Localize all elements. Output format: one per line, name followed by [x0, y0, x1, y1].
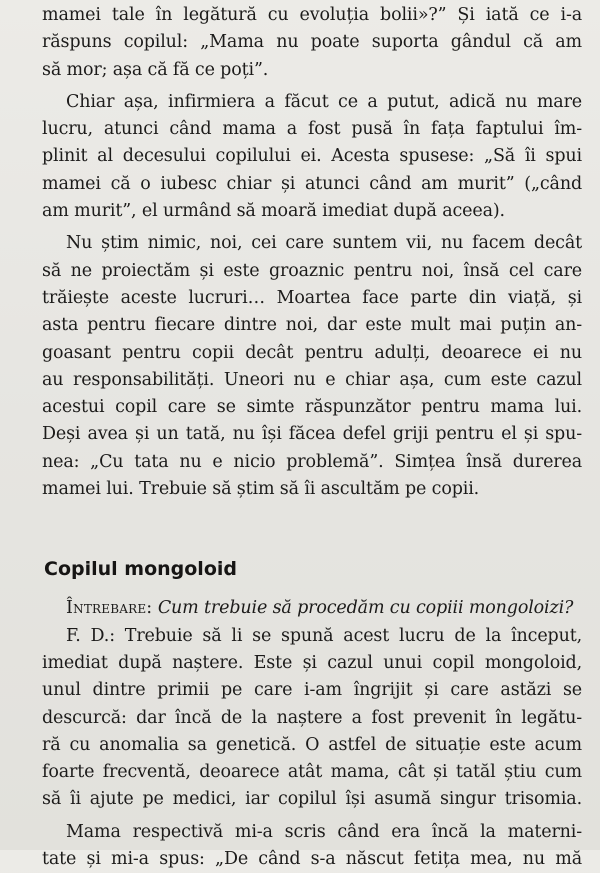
text-line: imediat după naștere. Este și cazul unui copil mongoloid,	[42, 652, 582, 673]
text-line: au responsabilități. Uneori nu e chiar așa, cum este cazul	[42, 369, 582, 390]
text-line: să ne proiectăm și este groaznic pentru noi, însă cel care	[42, 260, 582, 281]
text-line: Deși avea și un tată, nu își făcea defel griji pentru el și spu-	[42, 424, 582, 445]
text-line: ră cu anomalia sa genetică. O astfel de situație este acum	[42, 734, 582, 755]
answer-paragraph	[42, 623, 582, 814]
text-line: Chiar așa, infirmiera a făcut ce a putut, adică nu mare	[66, 91, 582, 112]
section-heading: Copilul mongoloid	[44, 558, 237, 581]
book-page	[42, 2, 582, 873]
question-paragraph	[42, 595, 582, 622]
text-line: să mor; așa că fă ce poți”.	[42, 59, 269, 80]
question-label: Întrebare:	[66, 598, 153, 619]
text-line: foarte frecventă, deoarece atât mama, cât și tatăl știu cum	[42, 762, 582, 783]
text-line: răspuns copilul: „Mama nu poate suporta gândul că am	[42, 32, 582, 53]
text-line: mamei că o iubesc chiar și atunci când am murit” („când	[42, 173, 582, 194]
paragraph-1	[42, 2, 582, 84]
text-line: asta pentru fiecare dintre noi, dar este mult mai puțin an-	[42, 315, 582, 336]
text-line: tate și mi-a spus: „De când s-a născut fetița mea, nu mă	[42, 849, 582, 870]
text-line: acestui copil care se simte răspunzător pentru mama lui.	[42, 397, 582, 418]
paragraph-last	[42, 819, 582, 873]
text-line: goasant pentru copii decât pentru adulți, deoarece ei nu	[42, 342, 582, 363]
text-line: nea: „Cu tata nu e nicio problemă”. Simțea însă durerea	[42, 451, 582, 472]
text-line: descurcă: dar încă de la naștere a fost prevenit în legătu-	[42, 707, 582, 728]
question-text: Cum trebuie să procedăm cu copiii mongoloizi?	[157, 598, 574, 619]
text-line: unul dintre primii pe care i-am îngrijit și care astăzi se	[42, 680, 582, 701]
text-line: am murit”, el urmând să moară imediat după aceea).	[42, 201, 505, 222]
text-line: lucru, atunci când mama a fost pusă în fața faptului îm-	[42, 119, 582, 140]
paragraph-3	[42, 230, 582, 503]
text-line: Mama respectivă mi-a scris când era încă la materni-	[66, 821, 582, 842]
text-line: mamei tale în legătură cu evoluția bolii»?” Și iată ce i-a	[42, 5, 582, 25]
text-line: mamei lui. Trebuie să știm să îi ascultăm pe copii.	[42, 479, 480, 500]
text-line: Nu știm nimic, noi, cei care suntem vii, nu facem decât	[66, 233, 582, 254]
text-line: F. D.: Trebuie să li se spună acest lucru de la început,	[66, 625, 582, 646]
paragraph-2	[42, 89, 582, 225]
question-line	[42, 595, 582, 622]
text-line: trăiește aceste lucruri… Moartea face parte din viață, și	[42, 287, 582, 308]
text-line: să îi ajute pe medici, iar copilul își asumă singur trisomia.	[42, 789, 582, 810]
text-line: plinit al decesului copilului ei. Acesta spusese: „Să îi spui	[42, 146, 582, 167]
